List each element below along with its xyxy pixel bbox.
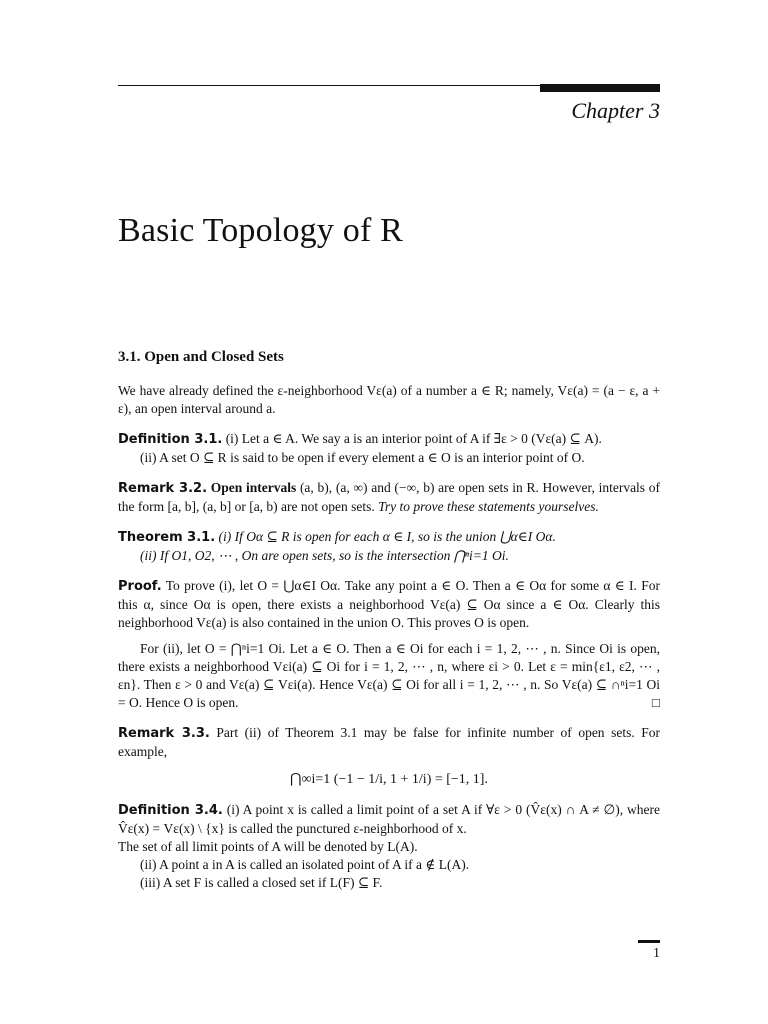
remark-italic: Try to prove these statements yourselves. [378,499,599,514]
theorem-text: (i) If Oα ⊆ R is open for each α ∈ I, so is the union ⋃α∈I Oα. [218,529,556,544]
remark-label: Remark 3.2. [118,481,208,496]
theorem-label: Theorem 3.1. [118,530,216,545]
definition-text: (ii) A set O ⊆ R is said to be open if every element a ∈ O is an interior point of O. [140,450,585,465]
page-body [118,348,660,892]
definition-text: The set of all limit points of A will be denoted by L(A). [118,839,418,854]
remark-3-2 [118,479,660,516]
remark-text: (a, b), (a, ∞) and (−∞, b) are open sets in R. However, intervals of the form [a, b], (a, b] or [a, b) are not open sets. [118,480,661,514]
proof-text: To prove (i), let O = ⋃α∈I Oα. Take any point a ∈ O. Then a ∈ Oα for some α ∈ I. For this α, since Oα is open, there exists a neighborhood Vε(a) ⊆ Oα since a ∈ Oα. Clearly this neighborhood Vε(a) is also contained in the union O. This proves O is open. [118,578,660,630]
remark-label: Remark 3.3. [118,726,210,741]
chapter-label: Chapter 3 [571,98,660,123]
qed-symbol: □ [651,695,660,710]
chapter-title: Basic Topology of R [118,212,404,249]
display-equation: ⋂∞i=1 (−1 − 1/i, 1 + 1/i) = [−1, 1]. [290,772,488,787]
remark-heading: Open intervals [210,480,297,495]
definition-label: Definition 3.1. [118,432,223,447]
section-heading: 3.1. Open and Closed Sets [118,349,284,365]
proof-label: Proof. [118,579,162,594]
proof [118,577,660,712]
page-number: 1 [653,946,660,961]
definition-label: Definition 3.4. [118,803,223,818]
theorem-3-1 [118,528,660,565]
definition-text: (i) A point x is called a limit point of a set A if ∀ε > 0 (V̂ε(x) ∩ A ≠ ∅), where V̂ε(x) = Vε(x) \ {x} is called the punctured ε-neighborhood of x. [118,802,660,836]
remark-text: Part (ii) of Theorem 3.1 may be false for infinite number of open sets. For example, [118,725,661,759]
definition-3-4 [118,801,660,892]
definition-text: (iii) A set F is called a closed set if L(F) ⊆ F. [140,875,383,890]
proof-text: For (ii), let O = ⋂ⁿi=1 Oi. Let a ∈ O. Then a ∈ Oi for each i = 1, 2, ⋯ , n. Since Oi is open, there exists a neighborhood Vεi(a) ⊆ Oi for i = 1, 2, ⋯ , n, where εi > 0. Let ε = min{ε1, ε2, ⋯ , εn}. Then ε > 0 and Vε(a) ⊆ Vεi(a). Hence Vε(a) ⊆ Oi for all i = 1, 2, ⋯ , n. So Vε(a) ⊆ ∩ⁿi=1 Oi = O. Hence O is open. [118,641,660,710]
page-number-rule [638,940,660,943]
intro-paragraph: We have already defined the ε-neighborhood Vε(a) of a number a ∈ R; namely, Vε(a) = (a − ε, a + ε), an open interval around a. [118,383,660,416]
definition-text: (i) Let a ∈ A. We say a is an interior point of A if ∃ε > 0 (Vε(a) ⊆ A). [225,431,602,446]
definition-text: (ii) A point a in A is called an isolated point of A if a ∉ L(A). [140,857,470,872]
remark-3-3 [118,724,660,789]
theorem-text: (ii) If O1, O2, ⋯ , On are open sets, so is the intersection ⋂ⁿi=1 Oi. [140,548,509,563]
definition-3-1 [118,430,660,467]
header-rule-accent [540,84,660,92]
